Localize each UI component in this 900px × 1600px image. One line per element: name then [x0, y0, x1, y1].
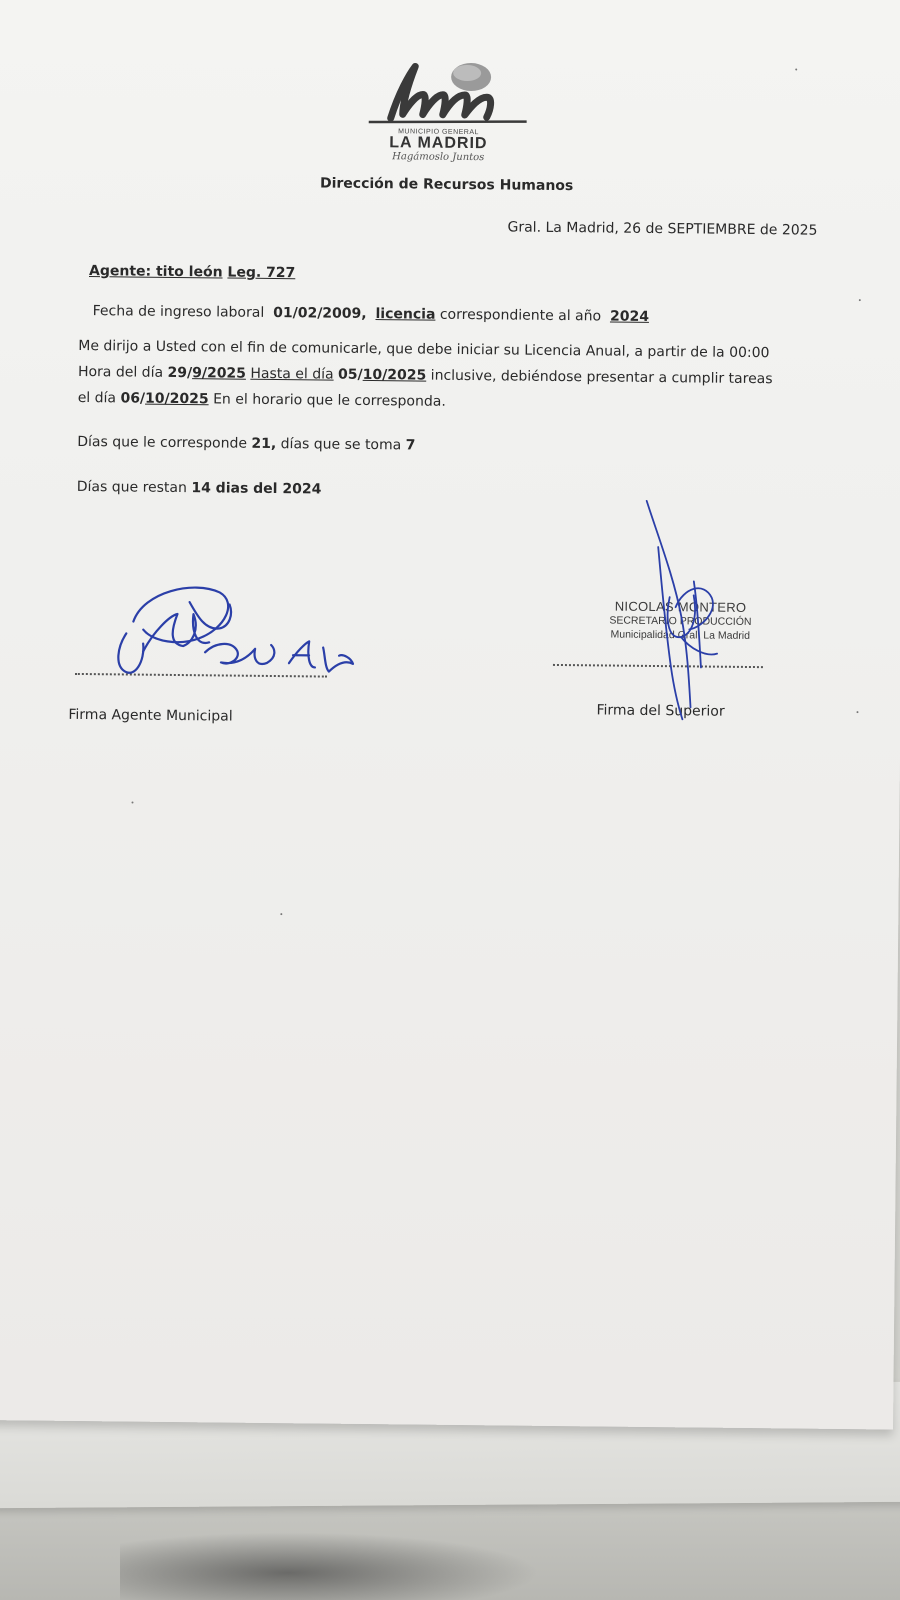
return-date-day: 06/ — [120, 390, 146, 407]
start-date-rest: 9/2025 — [192, 365, 247, 382]
ingreso-date: 01/02/2009, — [273, 304, 367, 322]
days-text: Días que le corresponde — [77, 433, 248, 452]
agent-leg: Leg. 727 — [227, 264, 296, 282]
body-line-3 — [78, 390, 446, 410]
return-date-rest: 10/2025 — [145, 390, 209, 408]
department-title: Dirección de Recursos Humanos — [319, 175, 574, 195]
stamp-title: SECRETARIO PRODUCCIÓN — [609, 614, 752, 629]
stamp-name: NICOLAS MONTERO — [614, 598, 747, 615]
body-text: En el horario que le corresponda. — [213, 391, 446, 410]
logo-small-text: MUNICIPIO GENERAL — [398, 128, 479, 137]
days-taken: 7 — [405, 437, 416, 454]
ingreso-line — [93, 303, 650, 325]
ingreso-mid: correspondiente al año — [439, 306, 602, 325]
body-line-2 — [78, 364, 773, 387]
shadow — [120, 1532, 540, 1600]
superior-signature-line — [553, 664, 763, 668]
paper-speck — [280, 913, 282, 915]
superior-stamp — [585, 599, 775, 643]
days-line-2 — [77, 479, 322, 498]
licencia-word: licencia — [375, 306, 436, 323]
body-text: inclusive, debiéndose presentar a cumplir tareas — [430, 367, 773, 388]
agent-name: Agente: tito león — [88, 263, 223, 281]
days-text: días que se toma — [280, 436, 402, 454]
stamp-entity: Municipalidad Gral. La Madrid — [610, 628, 751, 642]
end-date-day: 05/ — [338, 366, 363, 383]
paper-speck — [131, 802, 133, 804]
logo-motto: Hagámoslo Juntos — [392, 151, 485, 164]
end-date-rest: 10/2025 — [362, 366, 427, 384]
days-line-1 — [77, 434, 415, 454]
logo-name: LA MADRID — [389, 134, 488, 153]
body-line-1: Me dirijo a Usted con el fin de comunicarle, que debe iniciar su Licencia Anual, a partir de la 00:00 — [78, 337, 770, 362]
days-total: 21, — [251, 435, 277, 453]
start-date-day: 29/ — [167, 364, 193, 382]
body-text: Hora del día — [77, 363, 164, 381]
days-text: Días que restan — [76, 478, 188, 497]
paper-speck — [795, 68, 797, 70]
dateline: Gral. La Madrid, 26 de SEPTIEMBRE de 2025 — [507, 219, 818, 239]
ingreso-prefix: Fecha de ingreso laboral — [92, 303, 265, 321]
agent-signature-label: Firma Agente Municipal — [68, 706, 233, 725]
agent-line — [89, 263, 295, 281]
body-text: el día — [77, 389, 117, 407]
paper-speck — [856, 711, 858, 713]
agent-signature-line — [75, 673, 327, 678]
municipal-logo-icon — [368, 52, 539, 184]
paper-speck — [859, 299, 861, 301]
ingreso-year: 2024 — [609, 308, 650, 325]
superior-signature-label: Firma del Superior — [596, 702, 725, 720]
body-text: Hasta el día — [250, 365, 334, 383]
logo-text — [368, 128, 508, 164]
days-remaining: 14 dias del 2024 — [191, 480, 322, 498]
